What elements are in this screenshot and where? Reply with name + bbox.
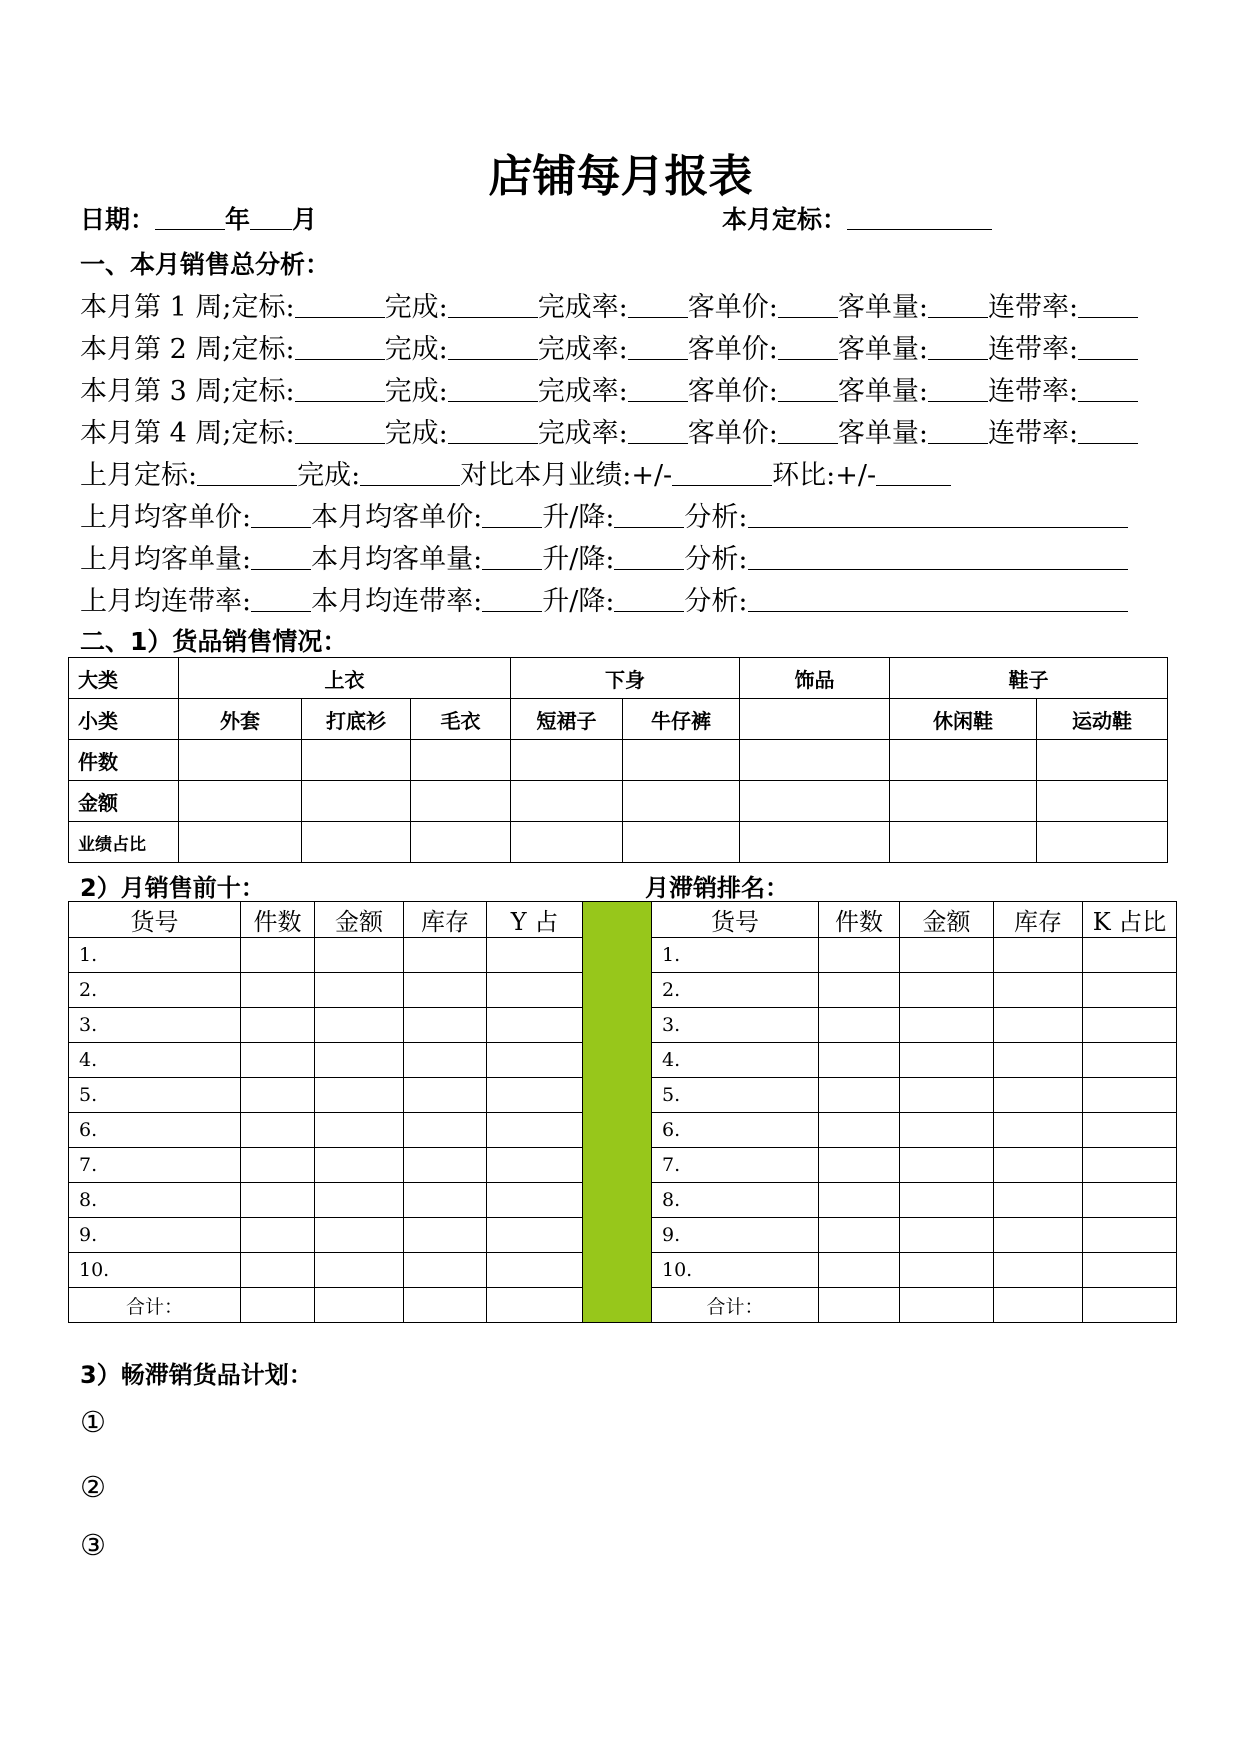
table-cell[interactable] <box>404 1043 487 1078</box>
table-cell[interactable] <box>994 938 1083 973</box>
table-row <box>69 822 1168 863</box>
table-cell[interactable] <box>1083 1253 1177 1288</box>
table-cell[interactable] <box>819 938 900 973</box>
blank[interactable] <box>748 542 1128 570</box>
table-cell[interactable] <box>819 1043 900 1078</box>
table-cell[interactable] <box>315 938 404 973</box>
table-cell[interactable] <box>1083 973 1177 1008</box>
table-cell[interactable] <box>302 822 411 863</box>
top10-title: 2）月销售前十： <box>80 874 265 902</box>
table-cell[interactable] <box>179 781 302 822</box>
table-cell[interactable] <box>740 740 890 781</box>
table-cell[interactable] <box>315 1253 404 1288</box>
plan-item-1: ① <box>80 1405 106 1439</box>
row-label: 业绩占比 <box>69 822 179 863</box>
row-label: 8. <box>69 1183 241 1218</box>
blank[interactable] <box>482 500 542 528</box>
table-row <box>69 781 1168 822</box>
table-cell[interactable] <box>241 1113 315 1148</box>
table-cell[interactable] <box>487 1008 583 1043</box>
table-cell[interactable] <box>487 1183 583 1218</box>
table-cell[interactable] <box>179 740 302 781</box>
row-label: 1. <box>652 938 819 973</box>
category-top: 上衣 <box>179 658 511 699</box>
blank[interactable] <box>628 416 688 444</box>
table-cell[interactable] <box>994 1253 1083 1288</box>
table-cell[interactable] <box>890 822 1037 863</box>
table-cell[interactable] <box>819 1008 900 1043</box>
table-cell[interactable] <box>819 1078 900 1113</box>
row-label: 合计： <box>69 1288 241 1323</box>
blank[interactable] <box>614 500 684 528</box>
table-cell[interactable] <box>890 740 1037 781</box>
col-header: 货号 <box>69 902 241 938</box>
week-line-3: 本月第 3 周;定标: 完成: 完成率: 客单价: 客单量: 连带率: <box>80 369 1138 408</box>
table-cell[interactable] <box>994 1148 1083 1183</box>
table-cell[interactable] <box>900 1148 994 1183</box>
table-cell[interactable] <box>241 1183 315 1218</box>
table-cell[interactable] <box>900 1113 994 1148</box>
target-blank[interactable] <box>847 204 992 230</box>
blank[interactable] <box>928 374 988 402</box>
date-line <box>80 200 317 236</box>
col-header: 件数 <box>819 902 900 938</box>
table-cell[interactable] <box>994 973 1083 1008</box>
col-header: 金额 <box>900 902 994 938</box>
row-label: 件数 <box>69 740 179 781</box>
table-cell[interactable] <box>994 1183 1083 1218</box>
blank[interactable] <box>251 542 311 570</box>
blank[interactable] <box>1078 290 1138 318</box>
blank[interactable] <box>748 500 1128 528</box>
table-cell[interactable] <box>179 822 302 863</box>
ranking-table <box>68 901 1177 1323</box>
table-cell[interactable] <box>487 1113 583 1148</box>
col-header: K 占比 <box>1083 902 1177 938</box>
table-cell[interactable] <box>1083 1288 1177 1323</box>
table-cell[interactable] <box>1083 1218 1177 1253</box>
table-cell[interactable] <box>241 1078 315 1113</box>
table-cell[interactable] <box>994 1218 1083 1253</box>
category-bottom: 下身 <box>511 658 740 699</box>
blank[interactable] <box>448 374 538 402</box>
table-cell[interactable] <box>819 1253 900 1288</box>
table-cell[interactable] <box>511 781 623 822</box>
table-cell[interactable] <box>487 1218 583 1253</box>
table-cell[interactable] <box>315 1043 404 1078</box>
green-divider <box>583 902 652 1323</box>
table-cell[interactable] <box>900 1008 994 1043</box>
blank[interactable] <box>251 584 311 612</box>
category-shoes: 鞋子 <box>890 658 1168 699</box>
compare-line-1: 上月均客单价: 本月均客单价: 升/降: 分析: <box>80 495 1128 534</box>
col-header: 金额 <box>315 902 404 938</box>
table-cell[interactable] <box>487 973 583 1008</box>
year-label: 年 <box>225 205 251 234</box>
table-cell[interactable] <box>900 1253 994 1288</box>
table-cell[interactable] <box>404 1183 487 1218</box>
table-cell[interactable] <box>623 781 740 822</box>
table-cell[interactable] <box>819 1113 900 1148</box>
row-label: 6. <box>69 1113 241 1148</box>
blank[interactable] <box>778 332 838 360</box>
table-cell[interactable] <box>411 781 511 822</box>
blank[interactable] <box>197 458 297 486</box>
table-cell[interactable] <box>900 1183 994 1218</box>
row-label: 3. <box>69 1008 241 1043</box>
blank[interactable] <box>928 290 988 318</box>
blank[interactable] <box>628 290 688 318</box>
table-cell[interactable] <box>241 1288 315 1323</box>
month-label: 月 <box>292 205 318 234</box>
blank[interactable] <box>628 374 688 402</box>
table-cell[interactable] <box>740 822 890 863</box>
blank[interactable] <box>448 332 538 360</box>
row-label: 2. <box>69 973 241 1008</box>
table-cell[interactable] <box>994 1043 1083 1078</box>
plan-item-2: ② <box>80 1470 106 1504</box>
blank[interactable] <box>295 416 385 444</box>
table-cell[interactable] <box>241 1253 315 1288</box>
col-header: 货号 <box>652 902 819 938</box>
table-cell[interactable] <box>1083 1078 1177 1113</box>
table-cell[interactable] <box>994 1008 1083 1043</box>
table-cell[interactable] <box>994 1288 1083 1323</box>
blank[interactable] <box>295 332 385 360</box>
blank[interactable] <box>928 332 988 360</box>
compare-line-2: 上月均客单量: 本月均客单量: 升/降: 分析: <box>80 537 1128 576</box>
table-cell[interactable] <box>900 1043 994 1078</box>
table-cell[interactable] <box>315 1218 404 1253</box>
blank[interactable] <box>448 290 538 318</box>
row-label: 7. <box>652 1148 819 1183</box>
table-cell[interactable] <box>819 1288 900 1323</box>
table-cell[interactable] <box>241 1218 315 1253</box>
table-cell[interactable] <box>315 1008 404 1043</box>
blank[interactable] <box>672 458 772 486</box>
table-cell[interactable] <box>819 1183 900 1218</box>
blank[interactable] <box>628 332 688 360</box>
table-cell[interactable] <box>1083 1148 1177 1183</box>
table-cell[interactable] <box>404 1288 487 1323</box>
blank[interactable] <box>360 458 460 486</box>
blank[interactable] <box>928 416 988 444</box>
table-cell[interactable] <box>900 938 994 973</box>
blank[interactable] <box>448 416 538 444</box>
plan-title: 3）畅滞销货品计划： <box>80 1361 313 1389</box>
row-label: 5. <box>69 1078 241 1113</box>
blank[interactable] <box>1078 416 1138 444</box>
row-label: 9. <box>652 1218 819 1253</box>
blank[interactable] <box>614 542 684 570</box>
date-label: 日期： <box>80 205 156 234</box>
table-cell[interactable] <box>404 1148 487 1183</box>
blank[interactable] <box>1078 374 1138 402</box>
table-cell[interactable] <box>302 781 411 822</box>
table-cell[interactable] <box>404 973 487 1008</box>
table-cell[interactable] <box>1037 781 1168 822</box>
table-cell[interactable] <box>1037 822 1168 863</box>
table-cell[interactable] <box>302 740 411 781</box>
col-header: 件数 <box>241 902 315 938</box>
table-cell[interactable] <box>241 1008 315 1043</box>
table-cell[interactable] <box>404 1078 487 1113</box>
table-cell[interactable] <box>819 1148 900 1183</box>
table-cell[interactable] <box>487 938 583 973</box>
row-label: 5. <box>652 1078 819 1113</box>
category-label: 大类 <box>69 658 179 699</box>
table-cell[interactable] <box>1083 1113 1177 1148</box>
subcategory-cell: 外套 <box>179 699 302 740</box>
slow-title: 月滞销排名： <box>645 874 789 902</box>
category-accessories: 饰品 <box>740 658 890 699</box>
blank[interactable] <box>482 584 542 612</box>
col-header: 库存 <box>994 902 1083 938</box>
row-label: 1. <box>69 938 241 973</box>
table-cell[interactable] <box>315 1113 404 1148</box>
row-label: 3. <box>652 1008 819 1043</box>
section2-title: 二、1）货品销售情况： <box>80 627 348 656</box>
col-header: 库存 <box>404 902 487 938</box>
table-cell[interactable] <box>241 938 315 973</box>
table-cell[interactable] <box>900 1078 994 1113</box>
table-cell[interactable] <box>487 1288 583 1323</box>
compare-line-3: 上月均连带率: 本月均连带率: 升/降: 分析: <box>80 579 1128 618</box>
page-title: 店铺每月报表 <box>488 151 753 202</box>
blank[interactable] <box>614 584 684 612</box>
target-line <box>722 200 992 236</box>
table-cell[interactable] <box>404 1253 487 1288</box>
table-cell[interactable] <box>315 973 404 1008</box>
blank[interactable] <box>482 542 542 570</box>
col-header: Y 占 <box>487 902 583 938</box>
table-cell[interactable] <box>315 1183 404 1218</box>
table-cell[interactable] <box>315 1288 404 1323</box>
target-label: 本月定标： <box>722 205 848 234</box>
row-label: 4. <box>69 1043 241 1078</box>
blank[interactable] <box>778 290 838 318</box>
table-cell[interactable] <box>241 973 315 1008</box>
plan-item-3: ③ <box>80 1528 106 1562</box>
row-label: 10. <box>69 1253 241 1288</box>
last-month-line: 上月定标: 完成: 对比本月业绩:+/- 环比:+/- <box>80 453 951 492</box>
month-blank[interactable] <box>250 204 292 230</box>
table-cell[interactable] <box>1083 1043 1177 1078</box>
table-cell[interactable] <box>487 1148 583 1183</box>
blank[interactable] <box>1078 332 1138 360</box>
table-cell[interactable] <box>315 1078 404 1113</box>
table-cell[interactable] <box>1083 1008 1177 1043</box>
table-cell[interactable] <box>404 938 487 973</box>
table-cell[interactable] <box>994 1078 1083 1113</box>
table-cell[interactable] <box>487 1043 583 1078</box>
subcategory-cell: 运动鞋 <box>1037 699 1168 740</box>
table-cell[interactable] <box>404 1008 487 1043</box>
table-cell[interactable] <box>740 781 890 822</box>
table-cell[interactable] <box>900 1218 994 1253</box>
blank[interactable] <box>876 458 951 486</box>
goods-sales-table <box>68 657 1168 863</box>
table-cell[interactable] <box>1083 1183 1177 1218</box>
table-cell[interactable] <box>487 1253 583 1288</box>
table-cell[interactable] <box>404 1113 487 1148</box>
row-label: 合计： <box>652 1288 819 1323</box>
table-row <box>69 740 1168 781</box>
subcategory-cell: 毛衣 <box>411 699 511 740</box>
table-cell[interactable] <box>890 781 1037 822</box>
section1-title: 一、本月销售总分析： <box>80 250 331 279</box>
row-label: 8. <box>652 1183 819 1218</box>
table-cell[interactable] <box>411 822 511 863</box>
table-cell[interactable] <box>487 1078 583 1113</box>
row-label: 9. <box>69 1218 241 1253</box>
table-cell[interactable] <box>819 1218 900 1253</box>
table-cell[interactable] <box>900 973 994 1008</box>
subcategory-cell: 休闲鞋 <box>890 699 1037 740</box>
table-cell[interactable] <box>241 1043 315 1078</box>
table-cell[interactable] <box>623 822 740 863</box>
row-label: 4. <box>652 1043 819 1078</box>
table-cell[interactable] <box>511 822 623 863</box>
row-label: 金额 <box>69 781 179 822</box>
blank[interactable] <box>295 290 385 318</box>
blank[interactable] <box>251 500 311 528</box>
year-blank[interactable] <box>155 204 225 230</box>
table-cell[interactable] <box>623 740 740 781</box>
table-cell[interactable] <box>511 740 623 781</box>
subcategory-label: 小类 <box>69 699 179 740</box>
table-cell[interactable] <box>1037 740 1168 781</box>
table-cell[interactable] <box>411 740 511 781</box>
week-line-2: 本月第 2 周;定标: 完成: 完成率: 客单价: 客单量: 连带率: <box>80 327 1138 366</box>
table-cell[interactable] <box>404 1218 487 1253</box>
table-cell[interactable] <box>1083 938 1177 973</box>
row-label: 6. <box>652 1113 819 1148</box>
week-line-1: 本月第 1 周;定标: 完成: 完成率: 客单价: 客单量: 连带率: <box>80 285 1138 324</box>
week-line-4: 本月第 4 周;定标: 完成: 完成率: 客单价: 客单量: 连带率: <box>80 411 1138 450</box>
row-label: 7. <box>69 1148 241 1183</box>
subcategory-cell <box>740 699 890 740</box>
table-cell[interactable] <box>315 1148 404 1183</box>
blank[interactable] <box>778 374 838 402</box>
row-label: 2. <box>652 973 819 1008</box>
blank[interactable] <box>778 416 838 444</box>
table-cell[interactable] <box>900 1288 994 1323</box>
table-cell[interactable] <box>241 1148 315 1183</box>
blank[interactable] <box>295 374 385 402</box>
subcategory-cell: 打底衫 <box>302 699 411 740</box>
table-cell[interactable] <box>994 1113 1083 1148</box>
subcategory-cell: 牛仔裤 <box>623 699 740 740</box>
subcategory-cell: 短裙子 <box>511 699 623 740</box>
blank[interactable] <box>748 584 1128 612</box>
table-cell[interactable] <box>819 973 900 1008</box>
row-label: 10. <box>652 1253 819 1288</box>
